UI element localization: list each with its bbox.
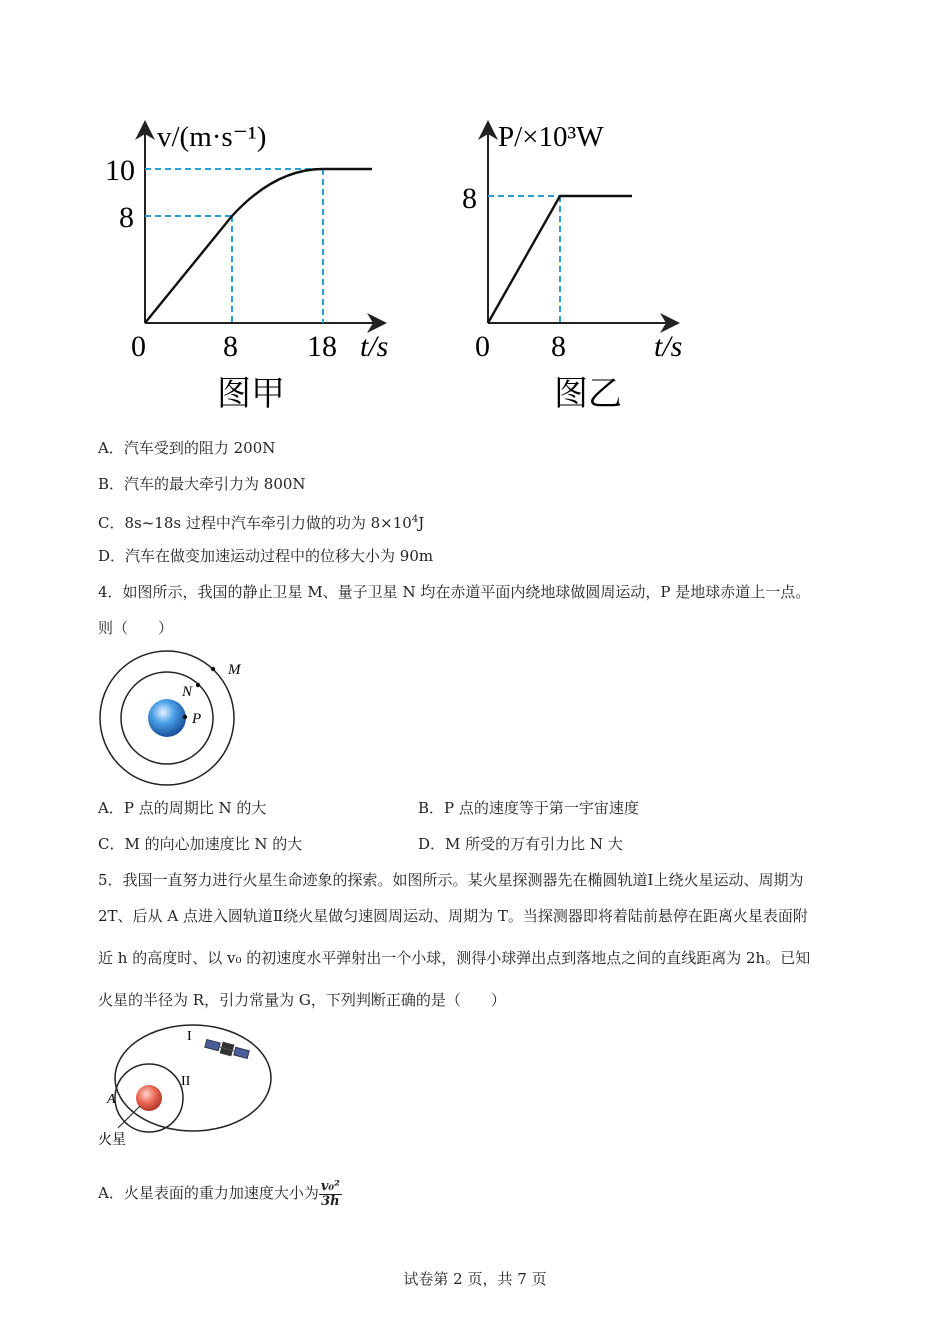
q4-option-c: C．M 的向心加速度比 N 的大: [98, 835, 303, 853]
q3-option-c-exponent: 4: [411, 514, 419, 525]
q5-stem-line1: 5．我国一直努力进行火星生命迹象的探索。如图所示。某火星探测器先在椭圆轨道Ⅰ上绕火星运动、周期为: [98, 871, 804, 889]
q5-option-a-text: A．火星表面的重力加速度大小为: [98, 1184, 319, 1202]
label-orbit-i: I: [187, 1029, 192, 1044]
satellite-orbit-diagram: [96, 650, 256, 790]
q5-option-a-fraction: [319, 1180, 342, 1209]
q4-option-d: D．M 所受的万有引力比 N 大: [418, 835, 623, 853]
q3-option-c: [98, 510, 424, 533]
x-tick-0: 0: [475, 330, 490, 363]
q5-stem-line3: 近 h 的高度时、以 v₀ 的初速度水平弹射出一个小球，测得小球弹出点到落地点之间的直线距离为 2h。已知: [98, 949, 811, 967]
q3-option-d: D．汽车在做变加速运动过程中的位移大小为 90m: [98, 547, 434, 565]
power-time-graph: [450, 110, 700, 430]
q4-option-a: A．P 点的周期比 N 的大: [98, 799, 267, 817]
probe-icon: [204, 1038, 250, 1061]
x-axis-label: t/s: [654, 330, 683, 363]
y-axis-label: P/×10³W: [498, 121, 604, 153]
label-m: M: [228, 662, 241, 678]
figure-caption: 图甲: [217, 376, 285, 413]
q4-stem-line2: 则（ ）: [98, 619, 174, 637]
q3-option-a: A．汽车受到的阻力 200N: [98, 439, 276, 457]
y-axis-label: v/(m·s⁻¹): [157, 121, 267, 153]
q5-option-a: [98, 1176, 342, 1210]
q5-stem-line2: 2T、后从 A 点进入圆轨道Ⅱ绕火星做匀速圆周运动、周期为 T。当探测器即将着陆前悬停在距离火星表面附: [98, 907, 808, 925]
x-axis-label: t/s: [360, 330, 389, 363]
satellite-n-dot: [196, 683, 200, 687]
y-tick-8: 8: [119, 201, 134, 234]
mars-orbit-diagram: [96, 1022, 286, 1152]
page-footer: 试卷第 2 页，共 7 页: [403, 1270, 547, 1288]
elliptical-orbit-i: [115, 1025, 271, 1131]
q5-stem-line4: 火星的半径为 R，引力常量为 G，下列判断正确的是（ ）: [98, 991, 506, 1009]
figure-caption: 图乙: [554, 376, 622, 413]
velocity-curve: [145, 169, 372, 323]
mars-icon: [136, 1085, 162, 1111]
q3-option-b: B．汽车的最大牵引力为 800N: [98, 475, 306, 493]
point-p-dot: [183, 715, 187, 719]
q5-option-a-denominator: 3h: [321, 1193, 340, 1209]
label-n: N: [182, 684, 193, 700]
y-tick-10: 10: [105, 154, 135, 187]
q4-stem-line1: 4．如图所示，我国的静止卫星 M、量子卫星 N 均在赤道平面内绕地球做圆周运动，P 是地球赤道上一点。: [98, 583, 811, 601]
label-orbit-ii: II: [181, 1074, 191, 1089]
satellite-m-dot: [211, 667, 215, 671]
label-p: P: [192, 711, 202, 727]
earth-icon: [148, 699, 186, 737]
x-tick-8: 8: [551, 330, 566, 363]
label-mars: 火星: [98, 1133, 126, 1148]
q3-option-c-unit: J: [418, 514, 425, 532]
q3-option-c-text: C．8s~18s 过程中汽车牵引力做的功为 8×10: [98, 514, 412, 532]
x-tick-18: 18: [307, 330, 337, 363]
x-tick-8: 8: [223, 330, 238, 363]
q5-option-a-numerator: v₀²: [320, 1178, 340, 1194]
label-point-a: A: [107, 1092, 116, 1107]
y-tick-8: 8: [462, 182, 477, 215]
q4-option-b: B．P 点的速度等于第一宇宙速度: [418, 799, 639, 817]
velocity-time-graph: [95, 110, 415, 430]
x-tick-0: 0: [131, 330, 146, 363]
